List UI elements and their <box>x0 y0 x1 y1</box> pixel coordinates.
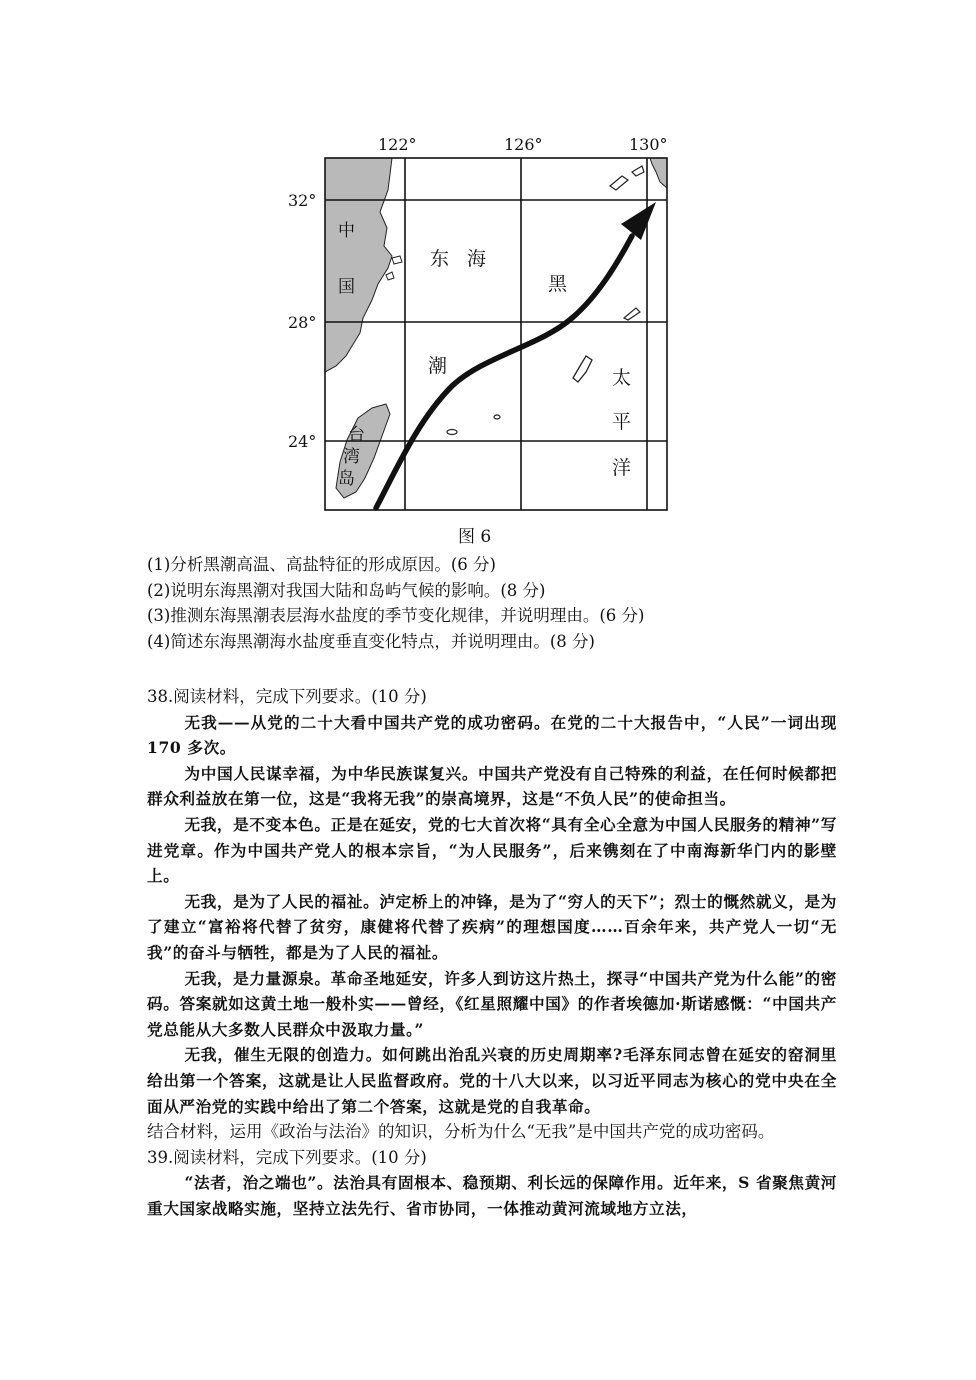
label-kuroshio: 黑 <box>548 273 568 295</box>
label-china: 国 <box>338 277 355 297</box>
longitude-label: 122° <box>378 135 417 154</box>
kuroshio-map <box>278 128 698 518</box>
material-paragraph: 为中国人民谋幸福，为中华民族谋复兴。中国共产党没有自己特殊的利益，在任何时候都把群众利益放在第一位，这是“我将无我”的崇高境界，这是“不负人民”的使命担当。 <box>147 763 837 809</box>
label-kuroshio: 潮 <box>428 355 448 377</box>
label-taiwan: 台 <box>348 425 365 445</box>
small-island <box>386 272 394 280</box>
latitude-label: 32° <box>288 191 317 210</box>
label-pacific: 太 <box>612 367 632 389</box>
subquestion: (4)简述东海黑潮海水盐度垂直变化特点，并说明理由。(8 分) <box>147 631 595 651</box>
material-paragraph: 无我，是为了人民的福祉。泸定桥上的冲锋，是为了“穷人的天下”；烈士的慨然就义，是为了建立“富裕将代替了贫穷，康健将代替了疾病”的理想国度……百余年来，共产党人一切“无我”的奋斗与牺牲，都是为了人民的福祉。 <box>147 891 837 962</box>
small-island <box>494 415 500 419</box>
question-heading: 39.阅读材料，完成下列要求。(10 分) <box>147 1147 427 1167</box>
material-paragraph: 无我，催生无限的创造力。如何跳出治乱兴衰的历史周期率?毛泽东同志曾在延安的窑洞里给出第一个答案，这就是让人民监督政府。党的十八大以来，以习近平同志为核心的党中央在全面从严治党的实践中给出了第二个答案，这就是党的自我革命。 <box>147 1045 837 1116</box>
latitude-label: 24° <box>288 432 317 451</box>
figure-caption: 图 6 <box>458 527 492 547</box>
question-heading: 38.阅读材料，完成下列要求。(10 分) <box>147 687 427 706</box>
question-38 <box>147 684 837 1221</box>
subquestion: (1)分析黑潮高温、高盐特征的形成原因。(6 分) <box>147 555 496 574</box>
q37-subquestions <box>147 552 847 654</box>
small-island <box>447 430 457 435</box>
small-island <box>610 176 628 190</box>
small-island <box>632 166 644 176</box>
material-paragraph: 无我——从党的二十大看中国共产党的成功密码。在党的二十大报告中，“人民”一词出现 170 多次。 <box>147 712 837 758</box>
label-taiwan: 岛 <box>338 469 355 489</box>
small-island <box>392 256 402 264</box>
label-taiwan: 湾 <box>343 447 360 467</box>
longitude-label: 126° <box>504 135 543 154</box>
china-landmass <box>325 158 392 372</box>
question-prompt: 结合材料，运用《政治与法治》的知识，分析为什么“无我”是中国共产党的成功密码。 <box>147 1122 775 1142</box>
material-paragraph: “法者，治之端也”。法治具有固根本、稳预期、利长远的保障作用。近年来，S 省聚焦黄河重大国家战略实施，坚持立法先行、省市协同，一体推动黄河流域地方立法， <box>147 1173 837 1218</box>
kuroshio-current-arrow <box>376 236 632 508</box>
arrowhead <box>621 202 656 240</box>
label-china: 中 <box>338 221 355 241</box>
subquestion: (2)说明东海黑潮对我国大陆和岛屿气候的影响。(8 分) <box>147 580 546 600</box>
material-paragraph: 无我，是力量源泉。革命圣地延安，许多人到访这片热土，探寻“中国共产党为什么能”的密码。答案就如这黄土地一般朴实——曾经，《红星照耀中国》的作者埃德加·斯诺感慨：“中国共产党总能从大多数人民群众中汲取力量。” <box>147 968 837 1039</box>
longitude-label: 130° <box>629 135 668 154</box>
small-island <box>624 308 640 320</box>
okinawa-island <box>573 356 592 382</box>
label-pacific: 平 <box>612 411 632 433</box>
latitude-label: 28° <box>288 313 317 332</box>
label-east-sea: 东 海 <box>430 248 487 270</box>
material-paragraph: 无我，是不变本色。正是在延安，党的七大首次将“具有全心全意为中国人民服务的精神”写进党章。作为中国共产党人的根本宗旨，“为人民服务”，后来镌刻在了中南海新华门内的影壁上。 <box>147 814 837 886</box>
subquestion: (3)推测东海黑潮表层海水盐度的季节变化规律，并说明理由。(6 分) <box>147 606 645 625</box>
label-pacific: 洋 <box>612 457 632 479</box>
japan-landmass <box>650 158 667 188</box>
